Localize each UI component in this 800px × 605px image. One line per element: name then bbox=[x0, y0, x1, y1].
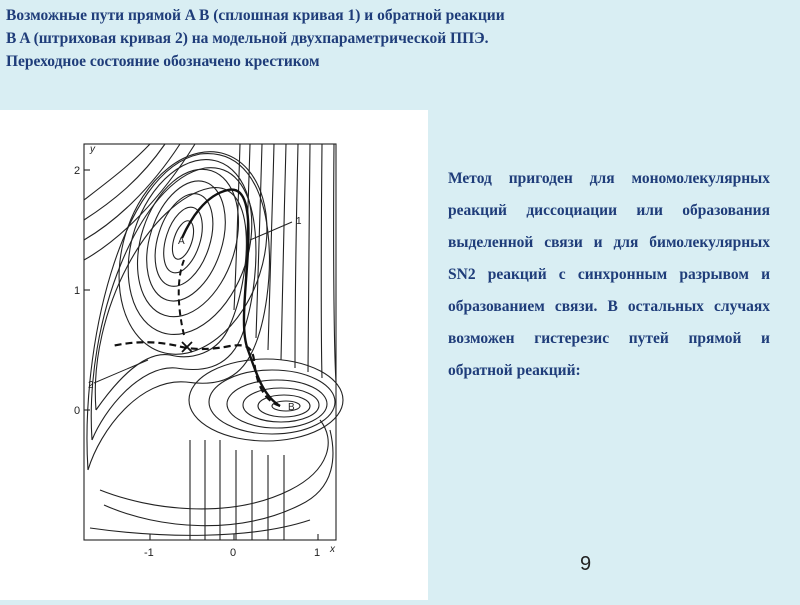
y-tick-0: 0 bbox=[74, 405, 81, 417]
x-tick-neg1: -1 bbox=[144, 547, 154, 559]
x-axis-label: x bbox=[330, 544, 335, 555]
y-axis-label: y bbox=[90, 144, 95, 155]
title-line-1: Возможные пути прямой A B (сплошная кривая 1) и обратной реакции bbox=[6, 7, 505, 24]
reaction-path-2-upper bbox=[179, 260, 184, 335]
x-tick-1: 1 bbox=[314, 547, 321, 559]
y-tick-1: 1 bbox=[74, 285, 81, 297]
title-line-2: B A (штриховая кривая 2) на модельной двухпараметрической ППЭ. bbox=[6, 30, 489, 47]
y-tick-2: 2 bbox=[74, 165, 81, 177]
figure-panel bbox=[0, 110, 428, 600]
curve-1-label: 1 bbox=[296, 216, 302, 227]
reaction-path-2 bbox=[112, 342, 280, 406]
plot-frame bbox=[84, 144, 336, 540]
point-b-label: B bbox=[288, 402, 295, 413]
contours-well-b bbox=[189, 359, 343, 441]
curve-2-label: 2 bbox=[88, 380, 94, 391]
slide-title bbox=[6, 4, 786, 73]
title-line-3: Переходное состояние обозначено крестиком bbox=[6, 53, 320, 70]
x-tick-0: 0 bbox=[230, 547, 237, 559]
point-a-label: A bbox=[178, 236, 185, 247]
potential-energy-surface-plot bbox=[0, 110, 428, 600]
page-number: 9 bbox=[580, 553, 592, 575]
reaction-path-1 bbox=[182, 190, 280, 406]
body-text: Метод пригоден для мономолекулярных реакций диссоциации или образования выделенной связи и для бимолекулярных SN2 реакций с синхронным разрывом и образованием связи. В остальных случаях возможен гистерезис путей прямой и обратной реакций: bbox=[448, 170, 770, 379]
